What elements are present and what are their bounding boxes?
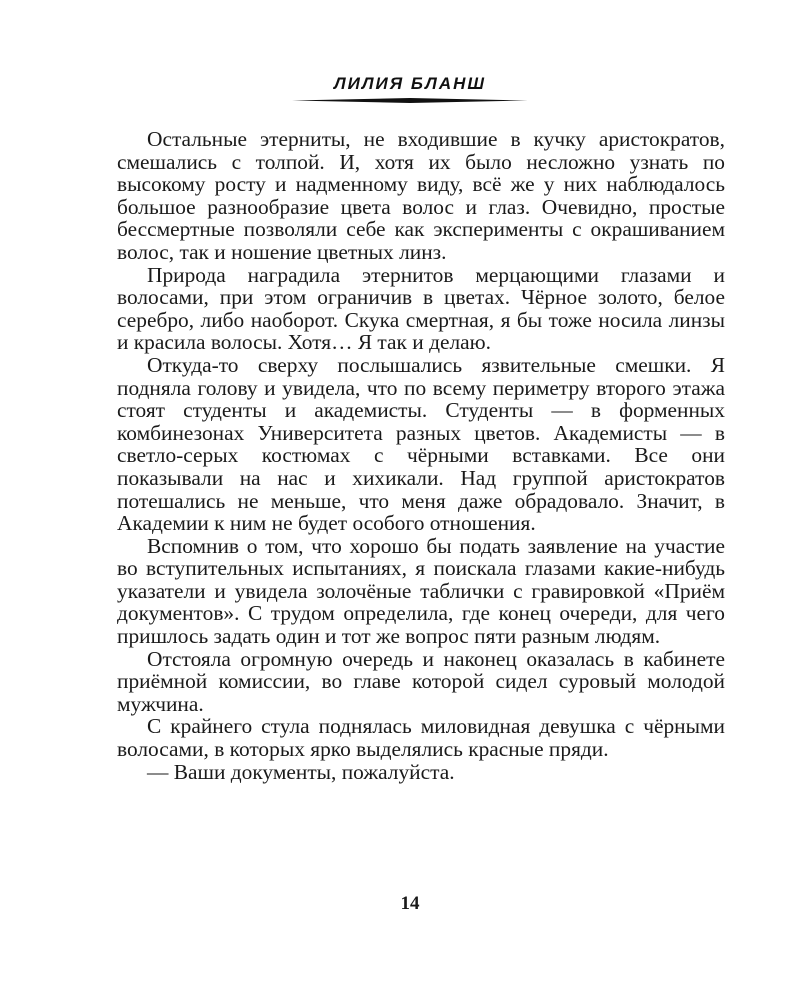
page-number: 14 (400, 893, 420, 914)
header-rule (292, 98, 528, 103)
author-name: ЛИЛИЯ БЛАНШ (333, 74, 487, 93)
paragraph: Вспомнив о том, что хорошо бы подать заявление на участие во вступительных испытаниях, я поискала глазами какие-нибудь указатели и увидела золочёные таблички с гравировкой «Приём документов». С трудом определила, где конец очереди, для чего пришлось задать один и тот же вопрос пяти разным людям. (117, 533, 725, 649)
paragraph: — Ваши документы, пожалуйста. (147, 759, 455, 784)
paragraph: С крайнего стула поднялась миловидная девушка с чёрными волосами, в которых ярко выделялись красные пряди. (117, 714, 725, 762)
paragraph: Природа наградила этернитов мерцающими глазами и волосами, при этом ограничив в цветах. Чёрное золото, белое серебро, либо наоборот. Скука смертная, я бы тоже носила линзы и красила волосы. Хотя… Я так и делаю. (117, 262, 725, 355)
paragraph: Отстояла огромную очередь и наконец оказалась в кабинете приёмной комиссии, во главе которой сидел суровый молодой мужчина. (117, 646, 725, 716)
paragraph: Остальные этерниты, не входившие в кучку аристократов, смешались с толпой. И, хотя их было несложно узнать по высокому росту и надменному виду, всё же у них наблюдалось большое разнообразие цвета волос и глаз. Очевидно, простые бессмертные позволяли себе как эксперименты с окрашиванием волос, так и ношение цветных линз. (117, 127, 725, 264)
body-text (117, 128, 725, 783)
paragraph: Откуда-то сверху послышались язвительные смешки. Я подняла голову и увидела, что по всему периметру второго этажа стоят студенты и академисты. Студенты — в форменных комбинезонах Университета разных цветов. Академисты — в светло-серых костюмах с чёрными вставками. Все они показывали на нас и хихикали. Над группой аристократов потешались не меньше, что меня даже обрадовало. Значит, в Академии к ним не будет особого отношения. (117, 352, 725, 536)
running-header (290, 74, 530, 108)
